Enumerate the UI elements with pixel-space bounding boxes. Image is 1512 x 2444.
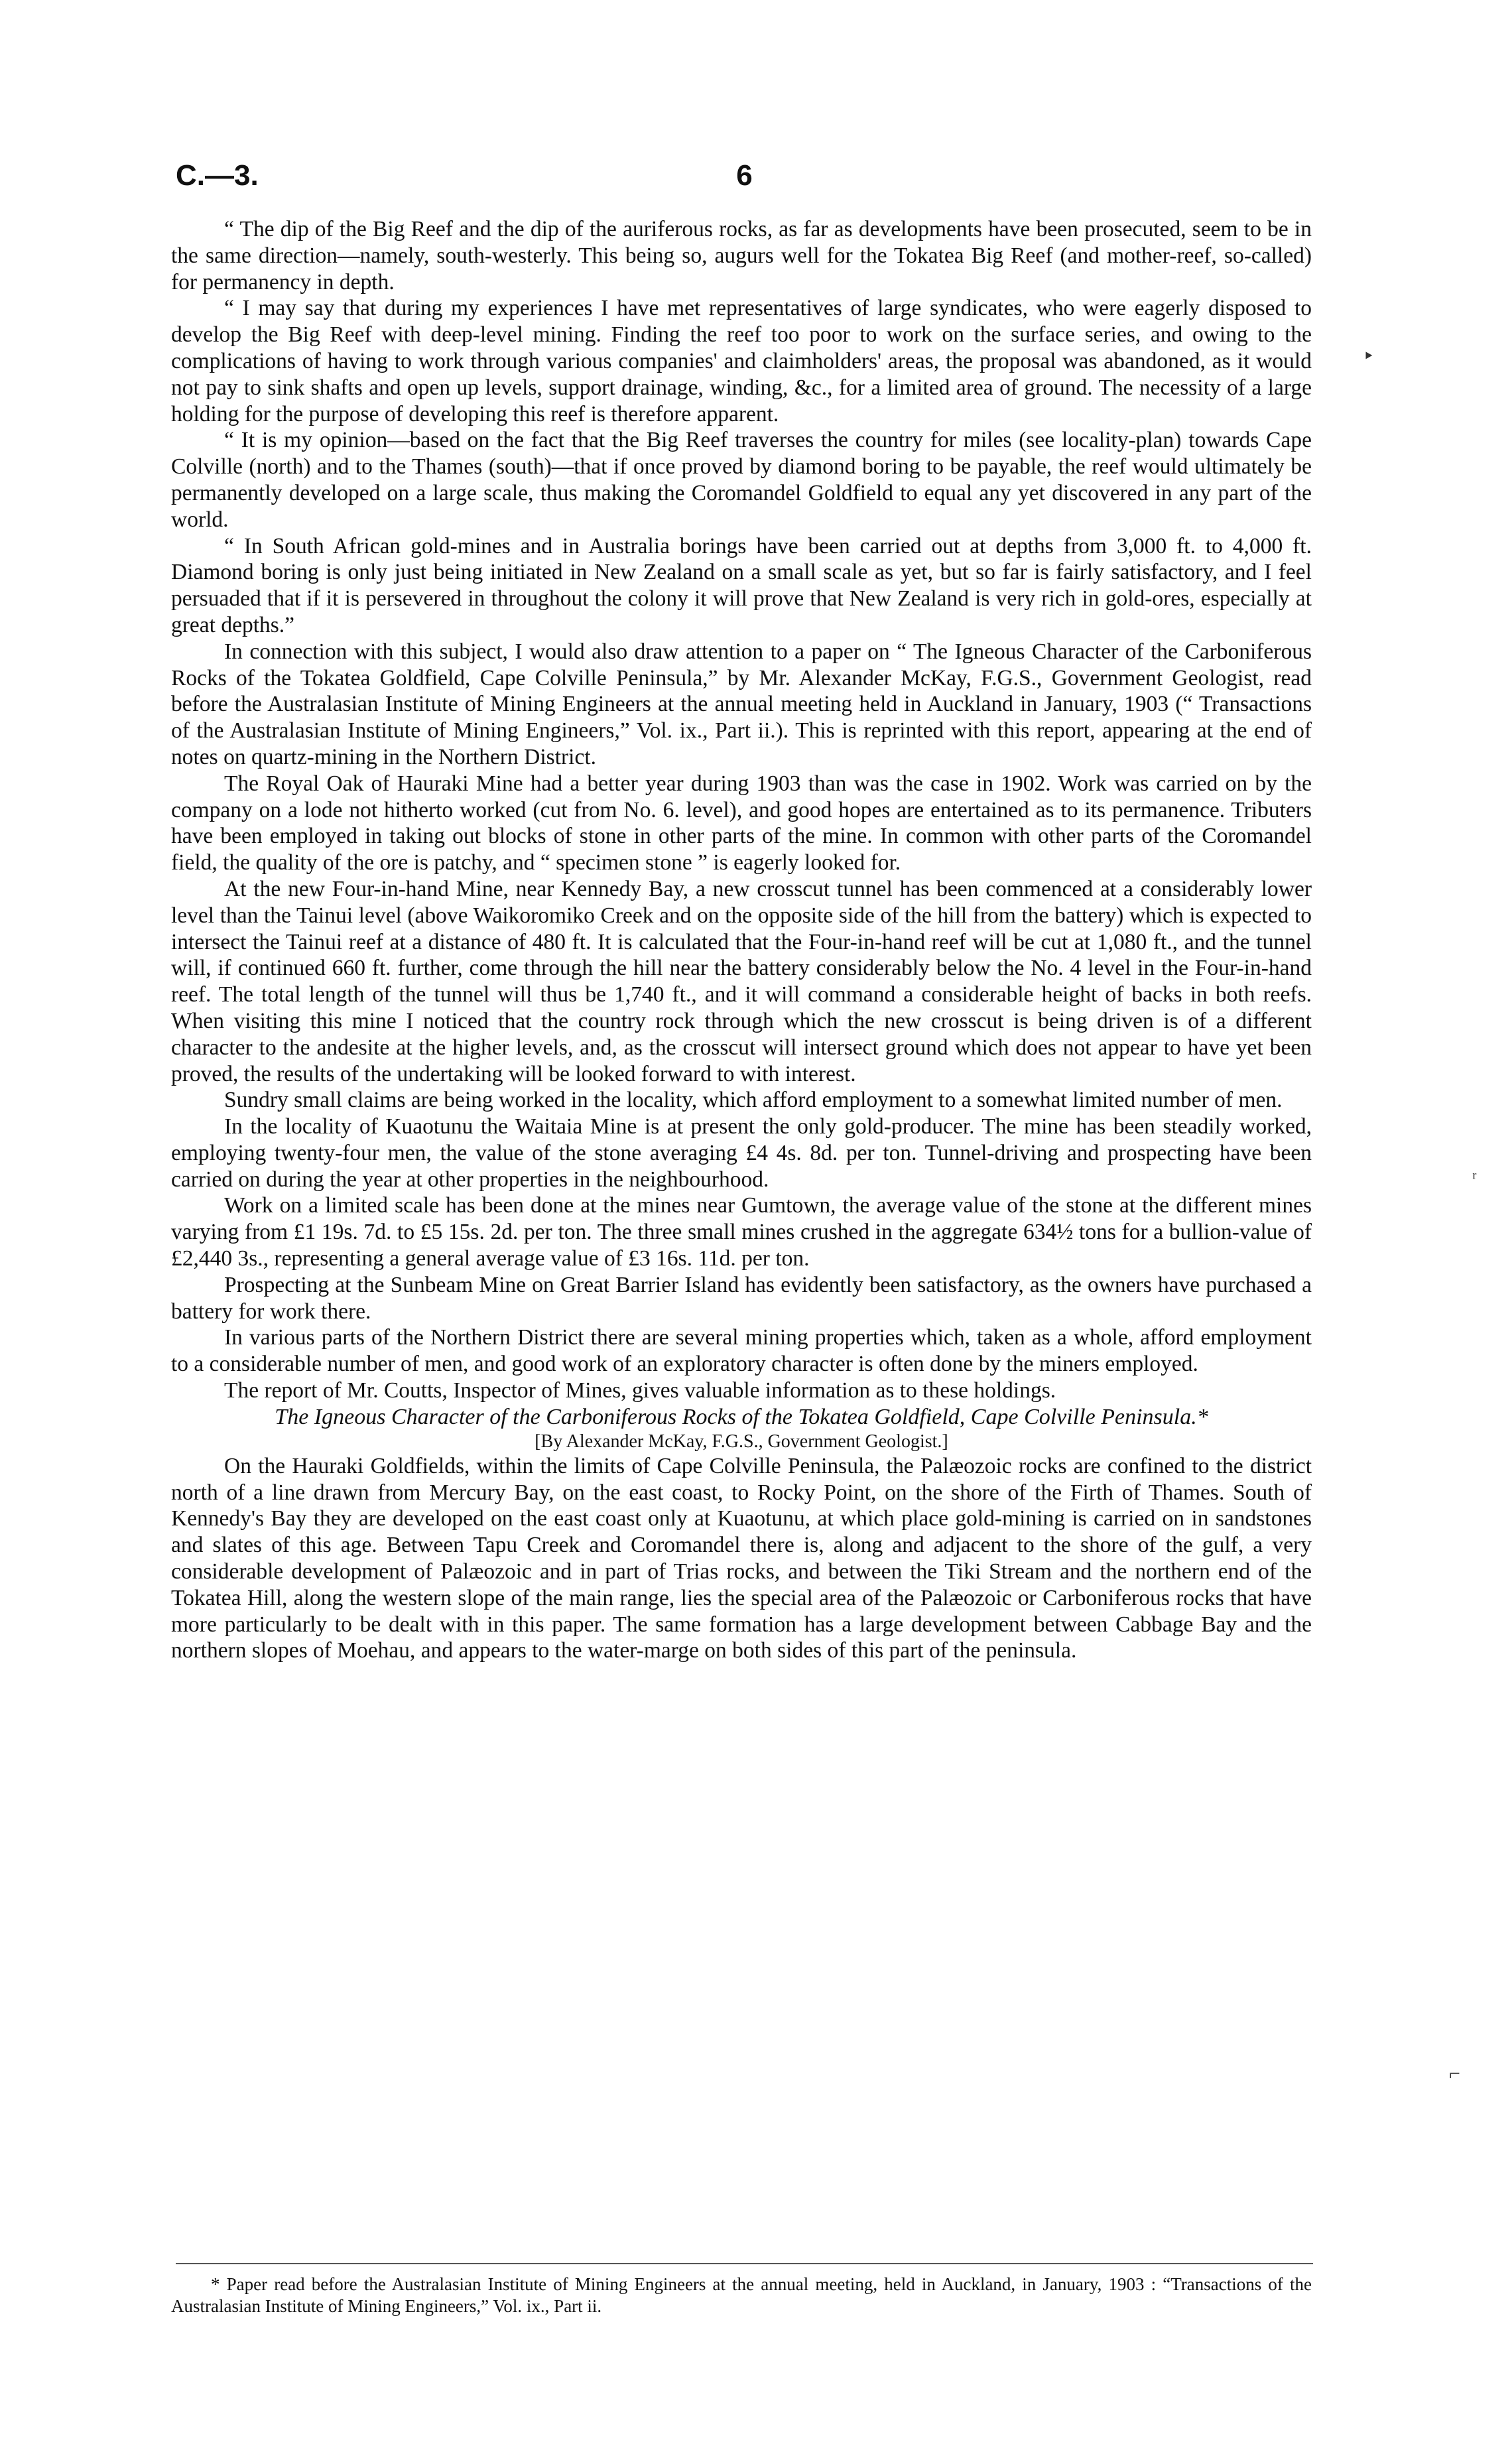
margin-mark-icon: ‣ (1363, 346, 1375, 367)
section-byline: [By Alexander McKay, F.G.S., Government Geologist.] (535, 1431, 948, 1452)
paragraph: “ The dip of the Big Reef and the dip of the auriferous rocks, as far as developments have been prosecuted, seem to be in the same direction—namely, south-westerly. This being so, augurs well for the Tokatea Big Reef (and mother-reef, so-called) for permanency in depth. (171, 217, 1312, 294)
margin-mark-icon: ⌐ (1449, 2063, 1460, 2085)
paragraph: Prospecting at the Sunbeam Mine on Great Barrier Island has evidently been satisfactory, as the owners have purchased a battery for work there. (171, 1272, 1312, 1324)
footnote: * Paper read before the Australasian Institute of Mining Engineers at the annual meeting, held in Auckland, in January, 1903 : “Transactions of the Australasian Institute of Mining Engineers,” Vol. ix., Part ii. (171, 2274, 1312, 2316)
paragraph: The report of Mr. Coutts, Inspector of Mines, gives valuable information as to these holdings. (224, 1378, 1056, 1403)
document-body (171, 216, 1312, 1664)
paragraph: “ In South African gold-mines and in Australia borings have been carried out at depths from 3,000 ft. to 4,000 ft. Diamond boring is only just being initiated in New Zealand on a small scale as yet, but so far is fairly satisfactory, and I feel persuaded that if it is persevered in throughout the colony it will prove that New Zealand is very rich in gold-ores, especially at great depths.” (171, 533, 1312, 637)
section-paragraph: On the Hauraki Goldfields, within the limits of Cape Colville Peninsula, the Palæozoic rocks are confined to the district north of a line drawn from Mercury Bay, on the east coast, to Rocky Point, on the shore of the Firth of Thames. South of Kennedy's Bay they are developed on the east coast only at Kuaotunu, at which place gold-mining is carried on in sandstones and slates of this age. Between Tapu Creek and Coromandel there is, along and adjacent to the shore of the gulf, a very considerable development of Palæozoic and in part of Trias rocks, and between the Tiki Stream and the northern end of the Tokatea Hill, along the western slope of the main range, lies the special area of the Palæozoic or Carboniferous rocks that have more particularly to be dealt with in this paper. The same formation has a large development between Cabbage Bay and the northern slopes of Moehau, and appears to the water-marge on both sides of this part of the peninsula. (171, 1453, 1312, 1663)
document-code: C.—3. (176, 159, 259, 192)
margin-mark-icon: ʳ (1472, 1167, 1477, 1189)
paragraph: Sundry small claims are being worked in the locality, which afford employment to a somewhat limited number of men. (224, 1088, 1283, 1113)
paragraph: In the locality of Kuaotunu the Waitaia Mine is at present the only gold-producer. The mine has been steadily worked, employing twenty-four men, the value of the stone averaging £4 4s. 8d. per ton. Tunnel-driving and prospecting have been carried on during the year at other properties in the neighbourhood. (171, 1114, 1312, 1192)
section-title: The Igneous Character of the Carboniferous Rocks of the Tokatea Goldfield, Cape Colville Peninsula.* (275, 1404, 1208, 1429)
paragraph: “ It is my opinion—based on the fact that the Big Reef traverses the country for miles (see locality-plan) towards Cape Colville (north) and to the Thames (south)—that if once proved by diamond boring to be payable, the reef would ultimately be permanently developed on a large scale, thus making the Coromandel Goldfield to equal any yet discovered in any part of the world. (171, 428, 1312, 532)
paragraph: The Royal Oak of Hauraki Mine had a better year during 1903 than was the case in 1902. Work was carried on by the company on a lode not hitherto worked (cut from No. 6. level), and good hopes are entertained as to its permanence. Tributers have been employed in taking out blocks of stone in other parts of the mine. In common with other parts of the Coromandel field, the quality of the ore is patchy, and “ specimen stone ” is eagerly looked for. (171, 771, 1312, 875)
footnote-divider (176, 2263, 1313, 2264)
page-number: 6 (736, 159, 753, 192)
page-header (176, 159, 1313, 199)
paragraph: Work on a limited scale has been done at the mines near Gumtown, the average value of the stone at the different mines varying from £1 19s. 7d. to £5 15s. 2d. per ton. The three small mines crushed in the aggregate 634½ tons for a bullion-value of £2,440 3s., representing a general average value of £3 16s. 11d. per ton. (171, 1193, 1312, 1271)
paragraph: At the new Four-in-hand Mine, near Kennedy Bay, a new crosscut tunnel has been commenced at a considerably lower level than the Tainui level (above Waikoromiko Creek and on the opposite side of the hill from the battery) which is expected to intersect the Tainui reef at a distance of 480 ft. It is calculated that the Four-in-hand reef will be cut at 1,080 ft., and the tunnel will, if continued 660 ft. further, come through the hill near the battery considerably below the No. 4 level in the Four-in-hand reef. The total length of the tunnel will thus be 1,740 ft., and it will command a considerable height of backs in both reefs. When visiting this mine I noticed that the country rock through which the new crosscut is being driven is of a different character to the andesite at the higher levels, and, as the crosscut will intersect ground which does not appear to have yet been proved, the results of the undertaking will be looked forward to with interest. (171, 876, 1312, 1086)
paragraph: In connection with this subject, I would also draw attention to a paper on “ The Igneous Character of the Carboniferous Rocks of the Tokatea Goldfield, Cape Colville Peninsula,” by Mr. Alexander McKay, F.G.S., Government Geologist, read before the Australasian Institute of Mining Engineers at the annual meeting held in Auckland in January, 1903 (“ Transactions of the Australasian Institute of Mining Engineers,” Vol. ix., Part ii.). This is reprinted with this report, appearing at the end of notes on quartz-mining in the Northern District. (171, 639, 1312, 769)
paragraph: “ I may say that during my experiences I have met representatives of large syndicates, who were eagerly disposed to develop the Big Reef with deep-level mining. Finding the reef too poor to work on the surface series, and owing to the complications of having to work through various companies' and claimholders' areas, the proposal was abandoned, as it would not pay to sink shafts and open up levels, support drainage, winding, &c., for a limited area of ground. The necessity of a large holding for the purpose of developing this reef is therefore apparent. (171, 296, 1312, 426)
paragraph: In various parts of the Northern District there are several mining properties which, taken as a whole, afford employment to a considerable number of men, and good work of an exploratory character is often done by the miners employed. (171, 1325, 1312, 1377)
